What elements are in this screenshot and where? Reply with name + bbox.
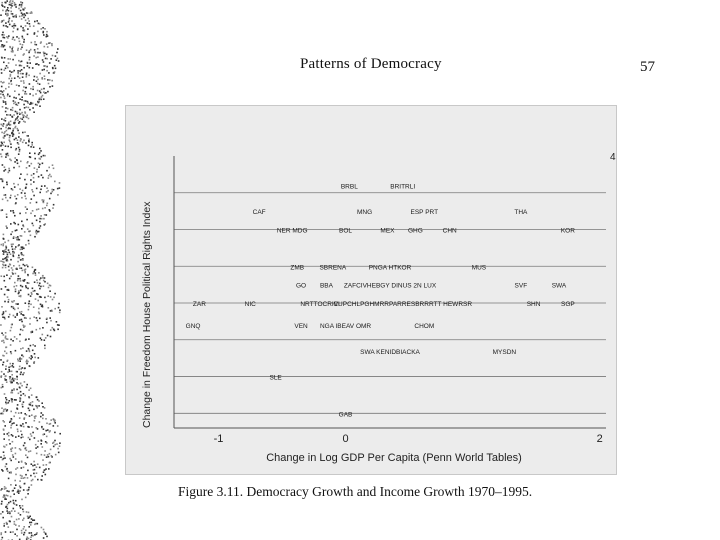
point-label: NIC (244, 301, 256, 309)
point-label: BRITRLI (390, 183, 416, 191)
scan-edge-texture (0, 0, 80, 540)
point-label: CUPCHLPGHMRRPARRESBRRRTT HEWRSR (333, 301, 473, 309)
point-label: NGA IBEAV OMR (319, 323, 372, 331)
y-tick-label: 4 (610, 152, 616, 163)
point-label: SBRENA (319, 264, 347, 272)
point-label: BRBL (340, 183, 358, 191)
point-label: MEX (380, 227, 395, 235)
page-number: 57 (640, 59, 655, 75)
point-label: NRTTOCRIVI (300, 301, 340, 309)
point-label: CHOM (414, 323, 435, 331)
running-head: Patterns of Democracy (300, 56, 442, 72)
point-label: GHG (408, 227, 423, 235)
y-tick-labels (610, 152, 616, 163)
scatter-chart (126, 106, 616, 474)
point-label: CHN (442, 227, 457, 235)
point-label: MNG (357, 209, 373, 217)
point-label: NER MDG (276, 227, 308, 235)
data-labels (186, 183, 576, 418)
point-label: KOR (560, 227, 575, 235)
point-label: ESP PRT (410, 209, 439, 217)
point-label: CAF (252, 209, 266, 217)
point-label: MUS (471, 264, 487, 272)
figure-caption-text: Democracy Growth and Income Growth 1970–1995. (246, 484, 533, 499)
point-label: GNQ (185, 323, 201, 331)
x-axis-label: Change in Log GDP Per Capita (Penn World Tables) (266, 452, 522, 464)
point-label: VEN (294, 323, 308, 331)
x-tick-label: 2 (596, 433, 603, 445)
point-label: BOL (339, 227, 353, 235)
figure-caption (178, 484, 532, 500)
x-tick-label: 0 (342, 433, 349, 445)
point-label: ZMB (290, 264, 305, 272)
figure-label: Figure 3.11. (178, 484, 244, 499)
point-label: SWA (551, 282, 567, 290)
x-tick-label: -1 (213, 433, 224, 445)
point-label: SVF (514, 282, 528, 290)
point-label: BBA (319, 282, 333, 290)
point-label: SHN (526, 301, 541, 309)
point-label: ZAR (192, 301, 206, 309)
point-label: MYSDN (492, 348, 517, 356)
point-label: SGP (561, 301, 575, 309)
point-label: GO (295, 282, 307, 290)
y-axis-label: Change in Freedom House Political Rights Index (141, 201, 153, 428)
figure-panel (125, 105, 617, 475)
x-tick-labels (214, 433, 603, 445)
point-label: ZAFCIVHEBGY DINUS 2N LUX (343, 282, 437, 290)
point-label: SWA KENIDBIACKA (360, 348, 420, 356)
scan-edge-noise (0, 0, 80, 540)
point-label: SLE (269, 374, 282, 382)
axes (174, 156, 606, 428)
point-label: THA (514, 209, 528, 217)
point-label: PNGA HTKOR (368, 264, 412, 272)
point-label: GAB (338, 411, 353, 419)
